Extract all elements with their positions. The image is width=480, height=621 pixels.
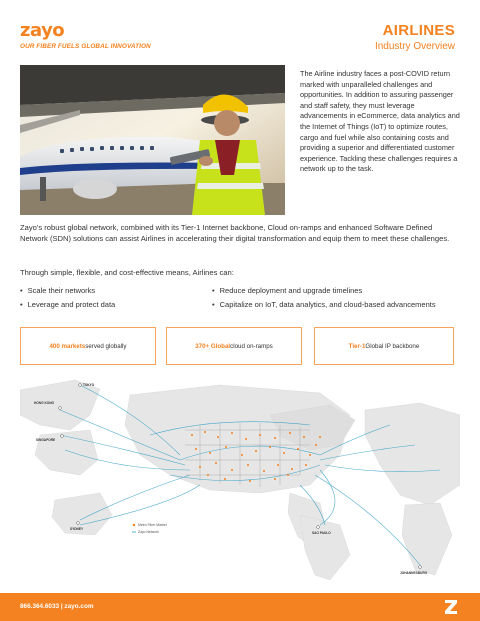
map-legend [132,523,167,534]
zayo-z-icon [444,599,458,615]
page-subtitle: Industry Overview [374,41,455,52]
stat-highlight: 370+ Global [195,342,231,350]
body-paragraph-2: Through simple, flexible, and cost-effective means, Airlines can: [20,268,234,277]
tagline: OUR FIBER FUELS GLOBAL INNOVATION [20,43,151,50]
footer-bar [0,593,480,621]
intro-text: The Airline industry faces a post-COVID return marked with unparalleled challenges and opportunities. In addition to assuring passenger and staff safety, they must leverage advancements in eCommerce, data analytics and the Internet of Things (IoT) to optimize routes, cargo and fuel while also containing costs and providing a superior and differentiated customer experience. Tackling these challenges requires a network up to the task. [300,69,460,174]
stat-box-markets [20,327,156,365]
stat-text: served globally [85,342,127,350]
city-label-hong-kong: HONG KONG [34,401,55,405]
stat-text: cloud on-ramps [230,342,273,350]
city-label-johannesburg: JOHANNESBURG [400,571,428,575]
bullet-item: • Capitalize on IoT, data analytics, and cloud-based advancements [212,298,436,312]
hero-photo [20,65,285,215]
city-label-sao-paulo: SAO PAULO [312,531,331,535]
bullet-list-left [20,284,115,311]
zayo-logo: zayo [20,20,65,41]
bullet-list-right [212,284,436,311]
stat-highlight: 400 markets [49,342,86,350]
stat-text: Global IP backbone [365,342,420,350]
footer-contact[interactable]: 866.364.6033 | zayo.com [20,603,94,610]
city-label-tokyo: TOKYO [83,383,95,387]
bullet-item: • Scale their networks [20,284,115,298]
city-label-sydney: SYDNEY [70,527,84,531]
legend-market-label: Metro Fiber Market [138,523,167,528]
page-title: AIRLINES [382,22,455,39]
legend-network-label: Zayo Network [138,530,159,535]
body-paragraph-1: Zayo's robust global network, combined with its Tier-1 Internet backbone, Cloud on-ramps and enhanced Software Defined Network (SDN) solutions can assist Airlines in accelerating their digital transformation and equip them to meet these challenges. [20,223,450,243]
stat-box-cloud [166,327,302,365]
city-label-singapore: SINGAPORE [36,438,56,442]
network-map [20,375,460,590]
bullet-item: • Reduce deployment and upgrade timelines [212,284,436,298]
bullet-item: • Leverage and protect data [20,298,115,312]
stat-box-backbone [314,327,454,365]
stat-highlight: Tier-1 [348,342,366,350]
